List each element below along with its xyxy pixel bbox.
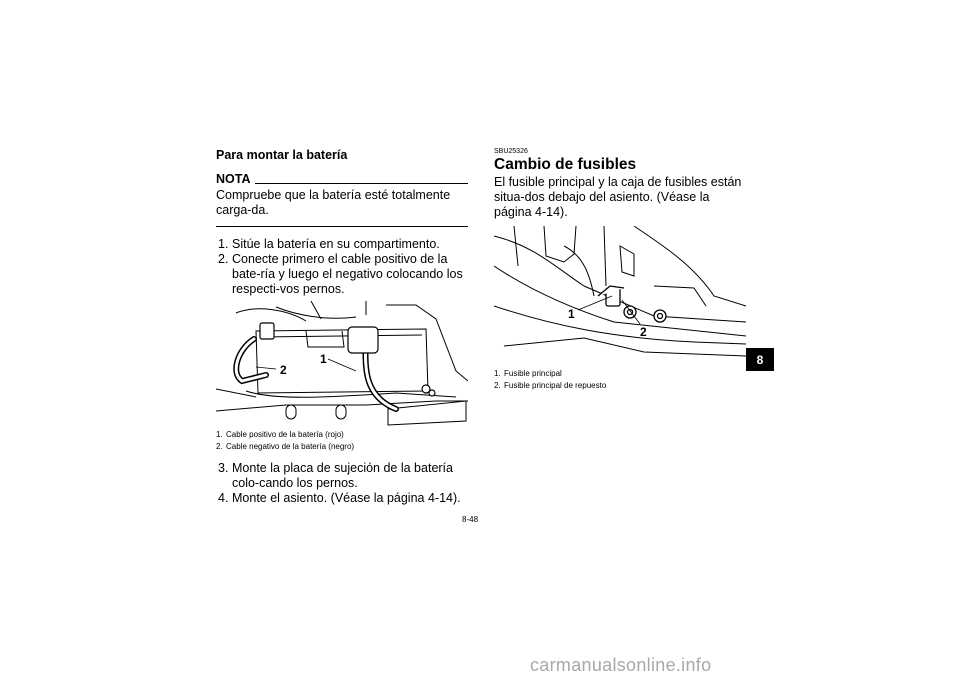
section-code: SBU25326 [494,148,528,155]
note-label: NOTA [216,172,251,186]
step-item [216,461,468,491]
step-number: 4. [218,491,229,505]
caption-number: 1. [216,430,223,439]
step-item [216,252,468,297]
right-column [494,148,746,392]
callout-label: 1 [568,307,575,321]
battery-figure [216,301,468,453]
step-number: 1. [218,237,229,251]
left-column [216,148,468,506]
caption-item [216,429,468,441]
caption-text: Fusible principal de repuesto [504,381,607,390]
caption-text: Cable positivo de la batería (rojo) [226,430,344,439]
caption-item [494,368,746,380]
step-text: Monte el asiento. (Véase la página 4-14). [232,491,461,505]
step-item [216,237,468,252]
caption-item [494,380,746,392]
step-item [216,491,468,506]
callout-label: 2 [640,325,647,339]
figure-captions [494,368,746,392]
note-header [216,172,468,187]
callout-label: 1 [320,352,327,366]
caption-number: 1. [494,369,501,378]
fuse-figure [494,226,746,392]
step-number: 3. [218,461,229,475]
caption-number: 2. [216,442,223,451]
caption-item [216,441,468,453]
battery-illustration [216,301,468,429]
section-heading: Cambio de fusibles [494,156,637,173]
callout-label: 2 [280,363,287,377]
step-text: Sitúe la batería en su compartimento. [232,237,440,251]
footer-watermark: carmanualsonline.info [530,655,712,675]
step-number: 2. [218,252,229,266]
section-title: Para montar la batería [216,148,348,162]
chapter-tab: 8 [746,348,774,371]
figure-captions [216,429,468,453]
note-box [216,172,468,227]
steps-list-a [216,237,468,297]
caption-number: 2. [494,381,501,390]
step-text: Monte la placa de sujeción de la batería colo-cando los pernos. [232,461,453,490]
step-text: Conecte primero el cable positivo de la bate-ría y luego el negativo colocando los respecti-vos pernos. [232,252,463,296]
page-number: 8-48 [462,515,479,524]
fuse-illustration [494,226,746,368]
intro-paragraph: El fusible principal y la caja de fusibles están situa-dos debajo del asiento. (Véase la página 4-14). [494,175,742,219]
steps-list-b [216,461,468,506]
caption-text: Fusible principal [504,369,562,378]
caption-text: Cable negativo de la batería (negro) [226,442,355,451]
note-text: Compruebe que la batería esté totalmente carga-da. [216,188,451,217]
note-rule [255,183,469,184]
